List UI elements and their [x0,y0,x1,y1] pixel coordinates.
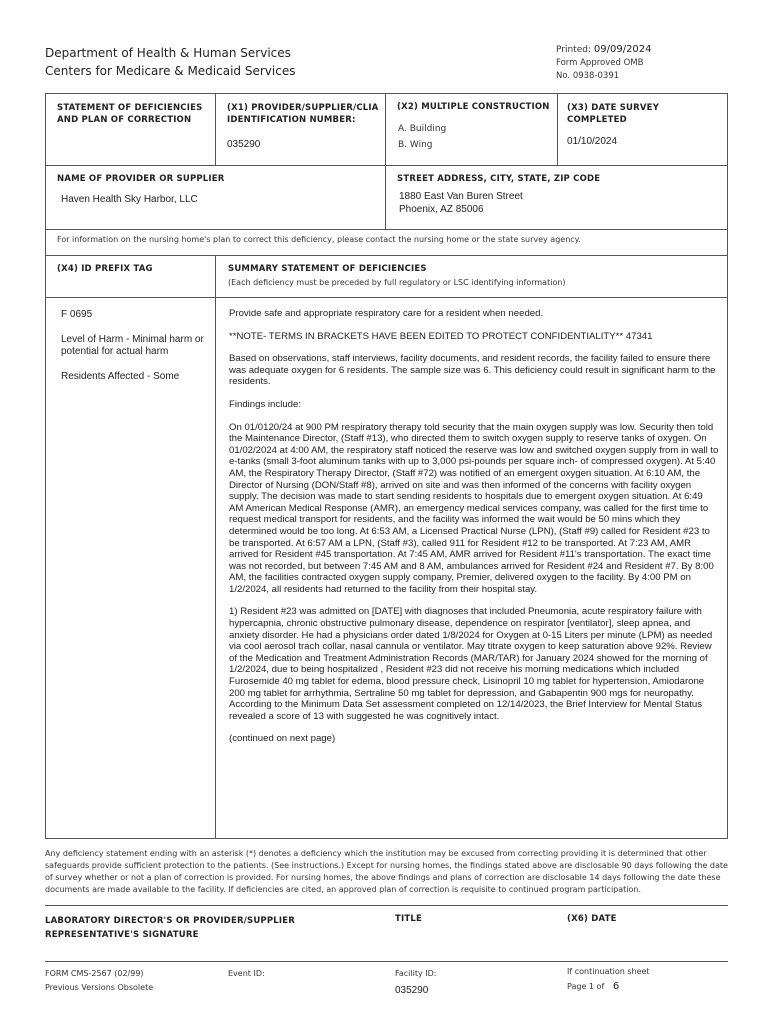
signature-label: LABORATORY DIRECTOR'S OR PROVIDER/SUPPLIER REPRESENTATIVE'S SIGNATURE [45,916,296,940]
prefix-tag: F 0695 [61,309,93,320]
paragraph: On 01/0120/24 at 900 PM respiratory therapy told security that the main oxygen supply was low. Security then told the Maintenance Director, (Staff #13), who directed them to switch oxygen supply to reserve tanks of oxygen. On 01/02/2024 at 4:00 AM, the respiratory staff noticed the reserve was low and switched oxygen supply from in wall to e-tanks (small 3-foot aluminum tanks with up to 3,000 psi-pounds per square inch- of compressed oxygen). At 5:40 AM, the Respiratory Therapy Director, (Staff #72) was notified of an emergent oxygen situation. At 6:10 AM, the Director of Nursing (DON/Staff #8), arrived on site and was then informed of the concerns with facility oxygen supply. The decision was made to start sending residents to hospitals due to emergent oxygen situation. At 6:49 AM American Medical Response (AMR), an emergency medical services company, was called for the first time to request medical transport for residents, and the facility was informed the wait would be 50 mins which they determined would be too long. At 6:53 AM, a Licensed Practical Nurse (LPN), (Staff #9) called for Resident #23 to be transported. At 6:57 AM a LPN, (Staff #3), called 911 for Resident #12 to be transported. At 7:23 AM, AMR arrived for Resident #45 transportation. At 7:45 AM, AMR arrived for Resident #11's transportation. The exact time was not recorded, but between 7:45 AM and 8 AM, ambulances arrived for Resident #24 and Resident #7. By 8:00 AM, the facilities contracted oxygen supply company, Premier, delivered oxygen to the facility. By 4:00 PM on 1/2/2024, all residents had returned to the facility from their hospital stay. [229,421,719,595]
disclaimer-text: Any deficiency statement ending with an asterisk (*) denotes a deficiency which the institution may be excused from correcting providing it is determined that other safeguards provide sufficient protection to the patients. (See instructions.) Except for nursing homes, the findings stated above are disclosable 90 days following the date of survey whether or not a plan of correction is provided. For nursing homes, the above findings and plans of correction are disclosable 14 days following the date these documents are made available to the facility. If deficiencies are cited, an approved plan of correction is requisite to continued program participation. [45,849,728,894]
address-line2: Phoenix, AZ 85006 [399,204,484,215]
event-id-label: Event ID: [228,969,265,978]
printed-label: Printed: [556,45,591,55]
level-of-harm: Level of Harm - Minimal harm or potential for actual harm [61,334,204,357]
continued-note: (continued on next page) [229,733,336,745]
frame-top-line [45,93,728,94]
info-note: For information on the nursing home's plan to correct this deficiency, please contact the nursing home or the state survey agency. [57,235,581,244]
address-label: STREET ADDRESS, CITY, STATE, ZIP CODE [397,174,601,184]
centers-title: Centers for Medicare & Medicaid Services [45,64,296,78]
row2-col-divider [385,165,386,229]
form-approved: Form Approved OMB [556,58,644,68]
x2-wing: B. Wing [398,140,433,150]
statement-label: STATEMENT OF DEFICIENCIES AND PLAN OF CORRECTION [57,103,203,125]
frame-bottom-line [45,838,728,839]
facility-id-value: 035290 [395,985,429,996]
frame-right-line [727,93,728,839]
x3-label: (X3) DATE SURVEY COMPLETED [567,103,660,125]
page-label: Page 1 of [567,982,605,991]
date-label: (X6) DATE [567,914,617,924]
paragraph: Findings include: [229,398,301,410]
x4-label: (X4) ID PREFIX TAG [57,264,153,274]
table-header-divider [45,297,728,298]
paragraph: Based on observations, staff interviews, facility documents, and resident records, the facility failed to ensure there was adequate oxygen for 6 residents. The sample size was 6. This deficiency could result in significant harm to the residents. [229,353,716,388]
title-label: TITLE [395,914,422,924]
table-col-divider [215,255,216,838]
footer-top-line [45,961,728,962]
x2-label: (X2) MULTIPLE CONSTRUCTION [397,102,550,112]
omb-number: No. 0938-0391 [556,71,620,81]
printed-date: 09/09/2024 [593,44,652,55]
signature-top-line [45,905,728,906]
row1-col-divider-1 [215,93,216,165]
previous-versions: Previous Versions Obsolete [45,983,154,992]
department-title: Department of Health & Human Services [45,46,291,60]
summary-label: SUMMARY STATEMENT OF DEFICIENCIES [228,264,427,274]
paragraph: **NOTE- TERMS IN BRACKETS HAVE BEEN EDITED TO PROTECT CONFIDENTIALITY** 47341 [229,330,653,342]
paragraph: 1) Resident #23 was admitted on [DATE] with diagnoses that included Pneumonia, acute respiratory failure with hypercapnia, chronic obstructive pulmonary disease, dependence on respirator [ventilator], sleep apnea, and anxiety disorder. He had a physicians order dated 1/8/2024 for Oxygen at 0-15 Liters per minute (LPM) as needed via cool aerosol trach collar, nasal cannula or ventilator. May titrate oxygen to keep saturation above 92%. Review of the Medication and Treatment Administration Records (MAR/TAR) for January 2024 showed for the morning of 1/2/2024, due to being hospitalized , Resident #23 did not receive his morning medications which included Furosemide 40 mg tablet for edema, blood pressure check, Lisinopril 10 mg tablet for hypertension, Amiodarone 200 mg tablet for arrhythmia, Sertraline 50 mg tablet for depression, and Gabapentin 900 mgs for neuropathy. According to the Minimum Data Set assessment completed on 12/14/2023, the Brief Interview for Mental Status revealed a score of 13 with suggested he was cognitively intact. [229,606,713,722]
row1-col-divider-3 [557,93,558,165]
x1-label: (X1) PROVIDER/SUPPLIER/CLIA IDENTIFICATION NUMBER: [227,103,379,125]
provider-name-value: Haven Health Sky Harbor, LLC [61,194,198,205]
facility-id-label: Facility ID: [395,969,437,978]
printed-row [556,44,652,55]
x1-value: 035290 [227,139,261,150]
summary-sub: (Each deficiency must be preceded by full regulatory or LSC identifying information) [228,278,566,287]
deficiency-text [229,308,719,756]
x3-value: 01/10/2024 [567,136,618,147]
page-indicator [567,981,619,992]
row3-divider [45,255,728,256]
provider-name-label: NAME OF PROVIDER OR SUPPLIER [57,174,225,184]
form-number: FORM CMS-2567 (02/99) [45,969,144,978]
row2-divider [45,229,728,230]
page-total: 6 [612,981,620,992]
frame-left-line [45,93,46,839]
row1-divider [45,165,728,166]
continuation-label: If continuation sheet [567,967,650,976]
x2-building: A. Building [398,124,447,134]
residents-affected: Residents Affected - Some [61,371,180,382]
row1-col-divider-2 [385,93,386,165]
address-line1: 1880 East Van Buren Street [399,191,523,202]
paragraph: Provide safe and appropriate respiratory care for a resident when needed. [229,308,544,319]
